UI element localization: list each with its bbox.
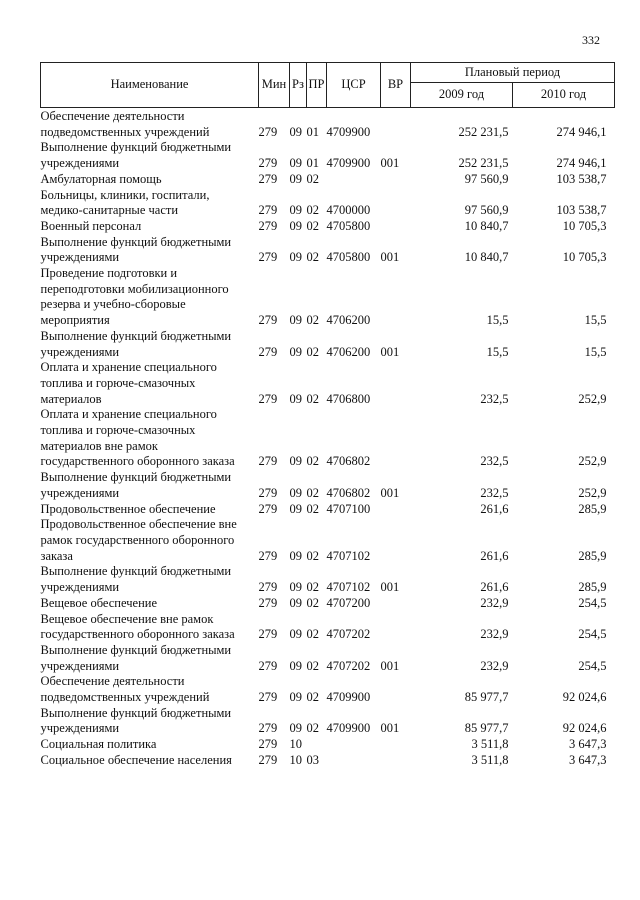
row-name: Оплата и хранение специального топлива и горюче-смазочных материалов вне рамок государственного оборонного заказа: [40, 407, 235, 469]
row-value-2009: 261,6: [480, 548, 509, 563]
row-vr: [381, 596, 411, 612]
row-value-2009: 15,5: [486, 313, 509, 328]
row-pr: 02: [306, 501, 319, 516]
row-csr: 4709900: [326, 124, 371, 139]
table-row: [41, 502, 615, 518]
row-csr: 4706802: [326, 485, 371, 500]
row-csr: 4709900: [326, 721, 371, 736]
row-vr: [381, 360, 411, 407]
row-name: Социальная политика: [40, 737, 157, 752]
row-rz: 09: [289, 124, 302, 139]
row-min: 279: [258, 156, 278, 171]
header-name: Наименование: [41, 63, 259, 108]
row-csr: 4707102: [326, 580, 371, 595]
row-value-2009: 232,9: [480, 627, 509, 642]
row-value-2010: 15,5: [584, 313, 607, 328]
row-rz: 09: [289, 203, 302, 218]
row-min: 279: [258, 737, 278, 752]
row-name: Продовольственное обеспечение: [40, 501, 216, 516]
row-name: Выполнение функций бюджетными учреждениями: [40, 705, 232, 736]
row-vr: [381, 502, 411, 518]
header-rz: Рз: [290, 63, 307, 108]
row-vr: 001: [380, 485, 400, 500]
row-value-2009: 10 840,7: [464, 218, 509, 233]
row-value-2009: 261,6: [480, 580, 509, 595]
table-row: [41, 517, 615, 564]
row-vr: [381, 753, 411, 769]
row-value-2010: 92 024,6: [562, 690, 607, 705]
row-name: Амбулаторная помощь: [40, 171, 162, 186]
table-row: [41, 470, 615, 501]
row-min: 279: [258, 344, 278, 359]
table-row: [41, 407, 615, 470]
row-value-2010: 15,5: [584, 344, 607, 359]
row-csr: 4700000: [326, 203, 371, 218]
row-min: 279: [258, 658, 278, 673]
row-name: Социальное обеспечение населения: [40, 752, 232, 767]
row-min: 279: [258, 250, 278, 265]
row-csr: [327, 172, 381, 188]
row-vr: [381, 517, 411, 564]
row-csr: [327, 753, 381, 769]
row-value-2009: 97 560,9: [464, 171, 509, 186]
row-value-2010: 254,5: [578, 658, 607, 673]
row-min: 279: [258, 391, 278, 406]
row-min: 279: [258, 752, 278, 767]
table-row: [41, 140, 615, 171]
header-pr: ПР: [307, 63, 327, 108]
row-rz: 09: [289, 250, 302, 265]
table-row: [41, 737, 615, 753]
row-pr: 02: [306, 391, 319, 406]
row-rz: 09: [289, 344, 302, 359]
row-value-2010: 285,9: [578, 580, 607, 595]
table-row: [41, 360, 615, 407]
table-row: [41, 564, 615, 595]
row-rz: 09: [289, 485, 302, 500]
row-csr: 4706802: [326, 454, 371, 469]
row-rz: 09: [289, 627, 302, 642]
row-rz: 09: [289, 658, 302, 673]
row-rz: 09: [289, 218, 302, 233]
row-name: Проведение подготовки и переподготовки мобилизационного резерва и учебно-сборовые мероприятия: [40, 266, 229, 328]
row-value-2010: 3 647,3: [569, 737, 607, 752]
row-rz: 09: [289, 454, 302, 469]
row-name: Оплата и хранение специального топлива и горюче-смазочных материалов: [40, 360, 217, 406]
row-value-2009: 252 231,5: [458, 124, 509, 139]
row-value-2009: 85 977,7: [464, 690, 509, 705]
table-row: [41, 643, 615, 674]
row-csr: 4707202: [326, 627, 371, 642]
table-row: [41, 706, 615, 737]
row-rz: 09: [289, 171, 302, 186]
row-pr: 03: [306, 752, 319, 767]
table-row: [41, 235, 615, 266]
row-vr: [381, 612, 411, 643]
row-pr: 02: [306, 627, 319, 642]
table-row: [41, 108, 615, 141]
table-row: [41, 753, 615, 769]
row-min: 279: [258, 454, 278, 469]
row-name: Выполнение функций бюджетными учреждениями: [40, 470, 232, 500]
row-value-2010: 3 647,3: [569, 752, 607, 767]
row-csr: 4707200: [326, 595, 371, 610]
row-csr: 4705800: [326, 250, 371, 265]
row-vr: [381, 219, 411, 235]
row-name: Вещевое обеспечение вне рамок государственного оборонного заказа: [40, 611, 235, 642]
row-value-2010: 103 538,7: [556, 171, 607, 186]
row-pr: 01: [306, 124, 319, 139]
row-csr: 4709900: [326, 690, 371, 705]
row-value-2010: 252,9: [578, 454, 607, 469]
row-csr: 4706200: [326, 313, 371, 328]
row-pr: 02: [306, 250, 319, 265]
row-pr: 02: [306, 454, 319, 469]
row-name: Вещевое обеспечение: [40, 595, 157, 610]
table-row: [41, 172, 615, 188]
row-pr: 02: [306, 203, 319, 218]
row-min: 279: [258, 721, 278, 736]
table-row: [41, 329, 615, 360]
row-vr: [381, 188, 411, 219]
row-pr: 02: [306, 313, 319, 328]
row-csr: 4707100: [326, 501, 371, 516]
row-value-2010: 92 024,6: [562, 721, 607, 736]
row-vr: [381, 108, 411, 141]
row-rz: 09: [289, 595, 302, 610]
row-pr: 02: [306, 485, 319, 500]
row-value-2009: 232,9: [480, 595, 509, 610]
row-pr: 02: [306, 580, 319, 595]
row-pr: 01: [306, 156, 319, 171]
row-pr: [307, 737, 327, 753]
row-rz: 10: [289, 752, 302, 767]
row-csr: 4705800: [326, 218, 371, 233]
row-pr: 02: [306, 690, 319, 705]
row-csr: 4709900: [326, 156, 371, 171]
row-rz: 09: [289, 391, 302, 406]
row-vr: [381, 266, 411, 329]
row-value-2009: 232,5: [480, 485, 509, 500]
row-value-2010: 285,9: [578, 548, 607, 563]
row-vr: [381, 172, 411, 188]
row-name: Продовольственное обеспечение вне рамок государственного оборонного заказа: [40, 517, 237, 563]
row-value-2009: 252 231,5: [458, 156, 509, 171]
row-value-2009: 232,9: [480, 658, 509, 673]
row-value-2010: 274 946,1: [556, 124, 607, 139]
row-value-2010: 10 705,3: [562, 250, 607, 265]
row-value-2009: 3 511,8: [471, 752, 509, 767]
row-min: 279: [258, 203, 278, 218]
row-vr: [381, 737, 411, 753]
row-rz: 09: [289, 313, 302, 328]
row-min: 279: [258, 485, 278, 500]
row-value-2010: 254,5: [578, 627, 607, 642]
row-pr: 02: [306, 548, 319, 563]
row-pr: 02: [306, 595, 319, 610]
row-pr: 02: [306, 658, 319, 673]
row-vr: 001: [380, 250, 400, 265]
row-vr: 001: [380, 344, 400, 359]
row-value-2010: 252,9: [578, 391, 607, 406]
row-rz: 09: [289, 580, 302, 595]
row-name: Выполнение функций бюджетными учреждениями: [40, 234, 232, 265]
table-row: [41, 596, 615, 612]
table-row: [41, 266, 615, 329]
table-row: [41, 674, 615, 705]
row-csr: 4707102: [326, 548, 371, 563]
row-min: 279: [258, 171, 278, 186]
row-pr: 02: [306, 218, 319, 233]
row-name: Обеспечение деятельности подведомственных учреждений: [40, 674, 210, 705]
row-value-2010: 285,9: [578, 501, 607, 516]
row-min: 279: [258, 218, 278, 233]
row-min: 279: [258, 501, 278, 516]
row-vr: 001: [380, 658, 400, 673]
row-value-2010: 252,9: [578, 485, 607, 500]
row-value-2009: 232,5: [480, 454, 509, 469]
header-year-2009: 2009 год: [411, 83, 513, 108]
row-name: Больницы, клиники, госпитали, медико-санитарные части: [40, 187, 210, 218]
row-vr: 001: [380, 721, 400, 736]
row-csr: [327, 737, 381, 753]
row-value-2010: 274 946,1: [556, 156, 607, 171]
row-min: 279: [258, 627, 278, 642]
row-rz: 09: [289, 690, 302, 705]
row-value-2009: 261,6: [480, 501, 509, 516]
row-value-2010: 10 705,3: [562, 218, 607, 233]
budget-table: [40, 62, 615, 769]
row-value-2009: 97 560,9: [464, 203, 509, 218]
row-csr: 4706800: [326, 391, 371, 406]
header-min: Мин: [259, 63, 290, 108]
table-row: [41, 188, 615, 219]
row-rz: 09: [289, 501, 302, 516]
row-min: 279: [258, 124, 278, 139]
row-min: 279: [258, 690, 278, 705]
row-value-2009: 10 840,7: [464, 250, 509, 265]
row-name: Военный персонал: [40, 218, 142, 233]
row-min: 279: [258, 313, 278, 328]
row-name: Выполнение функций бюджетными учреждениями: [40, 564, 232, 595]
row-pr: 02: [306, 344, 319, 359]
row-rz: 09: [289, 548, 302, 563]
row-csr: 4707202: [326, 658, 371, 673]
header-vr: ВР: [381, 63, 411, 108]
row-csr: 4706200: [326, 344, 371, 359]
row-min: 279: [258, 548, 278, 563]
row-value-2009: 232,5: [480, 391, 509, 406]
row-vr: 001: [380, 580, 400, 595]
row-value-2010: 254,5: [578, 595, 607, 610]
row-name: Выполнение функций бюджетными учреждениями: [40, 140, 232, 171]
row-pr: 02: [306, 171, 319, 186]
row-pr: 02: [306, 721, 319, 736]
row-vr: [381, 407, 411, 470]
row-vr: [381, 674, 411, 705]
header-csr: ЦСР: [327, 63, 381, 108]
row-name: Выполнение функций бюджетными учреждениями: [40, 328, 232, 359]
row-name: Выполнение функций бюджетными учреждениями: [40, 642, 232, 673]
row-rz: 09: [289, 721, 302, 736]
row-name: Обеспечение деятельности подведомственных учреждений: [40, 109, 210, 139]
row-min: 279: [258, 595, 278, 610]
header-year-2010: 2010 год: [513, 83, 615, 108]
table-body: [41, 108, 615, 769]
row-value-2009: 3 511,8: [471, 737, 509, 752]
row-min: 279: [258, 580, 278, 595]
table-row: [41, 219, 615, 235]
row-value-2009: 85 977,7: [464, 721, 509, 736]
row-value-2010: 103 538,7: [556, 203, 607, 218]
page-number: 332: [582, 33, 600, 47]
row-value-2009: 15,5: [486, 344, 509, 359]
table-row: [41, 612, 615, 643]
row-vr: 001: [380, 156, 400, 171]
table-header: [41, 63, 615, 108]
header-plan-period: Плановый период: [411, 63, 615, 83]
row-rz: 10: [289, 737, 302, 752]
row-rz: 09: [289, 156, 302, 171]
